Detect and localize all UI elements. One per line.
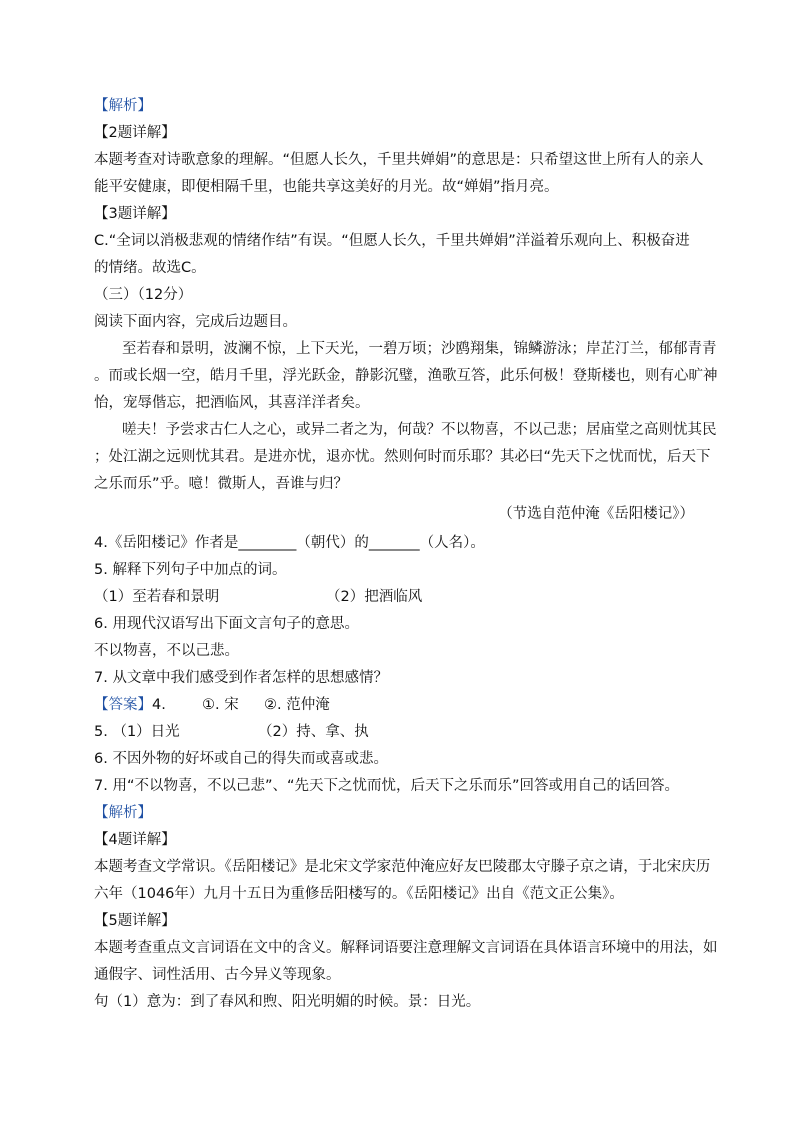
q5-detail-text-1: 本题考查重点文言词语在文中的含义。解释词语要注意理解文言词语在具体语言环境中的用法，如 bbox=[94, 940, 718, 956]
answer-6: 6. 不因外物的好坏或自己的得失而或喜或悲。 bbox=[94, 751, 388, 767]
question-6: 6. 用现代汉语写出下面文言句子的意思。 bbox=[94, 616, 359, 632]
answer-heading: 【答案】 bbox=[94, 697, 152, 713]
q2-detail-text-1: 本题考查对诗歌意象的理解。“但愿人长久，千里共婵娟”的意思是：只希望这世上所有人的亲人 bbox=[94, 152, 704, 168]
answer-row bbox=[94, 696, 330, 714]
question-4: 4.《岳阳楼记》作者是________（朝代）的_______（人名）。 bbox=[94, 535, 485, 551]
q5-detail-heading: 【5题详解】 bbox=[94, 913, 176, 929]
answer-4-author: ②. 范仲淹 bbox=[264, 697, 330, 713]
q4-detail-text-1: 本题考查文学常识。《岳阳楼记》是北宋文学家范仲淹应好友巴陵郡太守滕子京之请，于北宋庆历 bbox=[94, 859, 711, 875]
section-three-heading: （三）（12分） bbox=[94, 287, 193, 303]
q2-detail-text-2: 能平安健康，即便相隔千里，也能共享这美好的月光。故“婵娟”指月亮。 bbox=[94, 179, 559, 195]
passage-para2-line2: ；处江湖之远则忧其君。是进亦忧，退亦忧。然则何时而乐耶？其必曰“先天下之忧而忧，后天下 bbox=[94, 449, 711, 465]
question-7: 7. 从文章中我们感受到作者怎样的思想感情？ bbox=[94, 670, 388, 686]
question-6-sentence: 不以物喜，不以己悲。 bbox=[94, 643, 239, 659]
q5-detail-text-2: 通假字、词性活用、古今异义等现象。 bbox=[94, 967, 341, 983]
analysis-heading-2: 【解析】 bbox=[94, 805, 152, 821]
reading-instruction: 阅读下面内容，完成后边题目。 bbox=[94, 314, 297, 330]
q5-detail-text-3: 句（1）意为：到了春风和煦、阳光明媚的时候。景：日光。 bbox=[94, 994, 481, 1010]
q3-detail-text-2: 的情绪。故选C。 bbox=[94, 260, 206, 276]
passage-para1-line1: 至若春和景明，波澜不惊，上下天光，一碧万顷；沙鸥翔集，锦鳞游泳；岸芷汀兰，郁郁青青 bbox=[122, 341, 717, 357]
passage-source: （节选自范仲淹《岳阳楼记》） bbox=[498, 506, 694, 522]
question-5: 5. 解释下列句子中加点的词。 bbox=[94, 562, 287, 578]
passage-para2-line3: 之乐而乐”乎。噫！微斯人，吾谁与归？ bbox=[94, 476, 349, 492]
q2-detail-heading: 【2题详解】 bbox=[94, 125, 176, 141]
passage-para1-line3: 怡，宠辱偕忘，把酒临风，其喜洋洋者矣。 bbox=[94, 395, 370, 411]
answer-7: 7. 用“不以物喜，不以己悲”、“先天下之忧而忧，后天下之乐而乐”回答或用自己的话回答。 bbox=[94, 778, 679, 794]
q3-detail-text-1: C.“全词以消极悲观的情绪作结”有误。“但愿人长久，千里共婵娟”洋溢着乐观向上、积极奋进 bbox=[94, 233, 690, 249]
passage-para1-line2: 。而或长烟一空，皓月千里，浮光跃金，静影沉璧，渔歌互答，此乐何极！登斯楼也，则有心旷神 bbox=[94, 368, 718, 384]
answer-5-item-1: 5. （1）日光 bbox=[94, 724, 180, 740]
analysis-heading: 【解析】 bbox=[94, 98, 152, 114]
question-5-item-1: （1）至若春和景明 bbox=[94, 589, 220, 605]
passage-para2-line1: 嗟夫！予尝求古仁人之心，或异二者之为，何哉？不以物喜，不以己悲；居庙堂之高则忧其民 bbox=[122, 422, 717, 438]
q3-detail-heading: 【3题详解】 bbox=[94, 206, 176, 222]
answer-4-number: 4. bbox=[152, 697, 166, 713]
answer-4-dynasty: ①. 宋 bbox=[202, 697, 239, 713]
question-5-item-2: （2）把酒临风 bbox=[326, 589, 423, 605]
answer-5-item-2: （2）持、拿、执 bbox=[258, 724, 369, 740]
q4-detail-heading: 【4题详解】 bbox=[94, 832, 176, 848]
q4-detail-text-2: 六年（1046年）九月十五日为重修岳阳楼写的。《岳阳楼记》出自《范文正公集》。 bbox=[94, 886, 624, 902]
